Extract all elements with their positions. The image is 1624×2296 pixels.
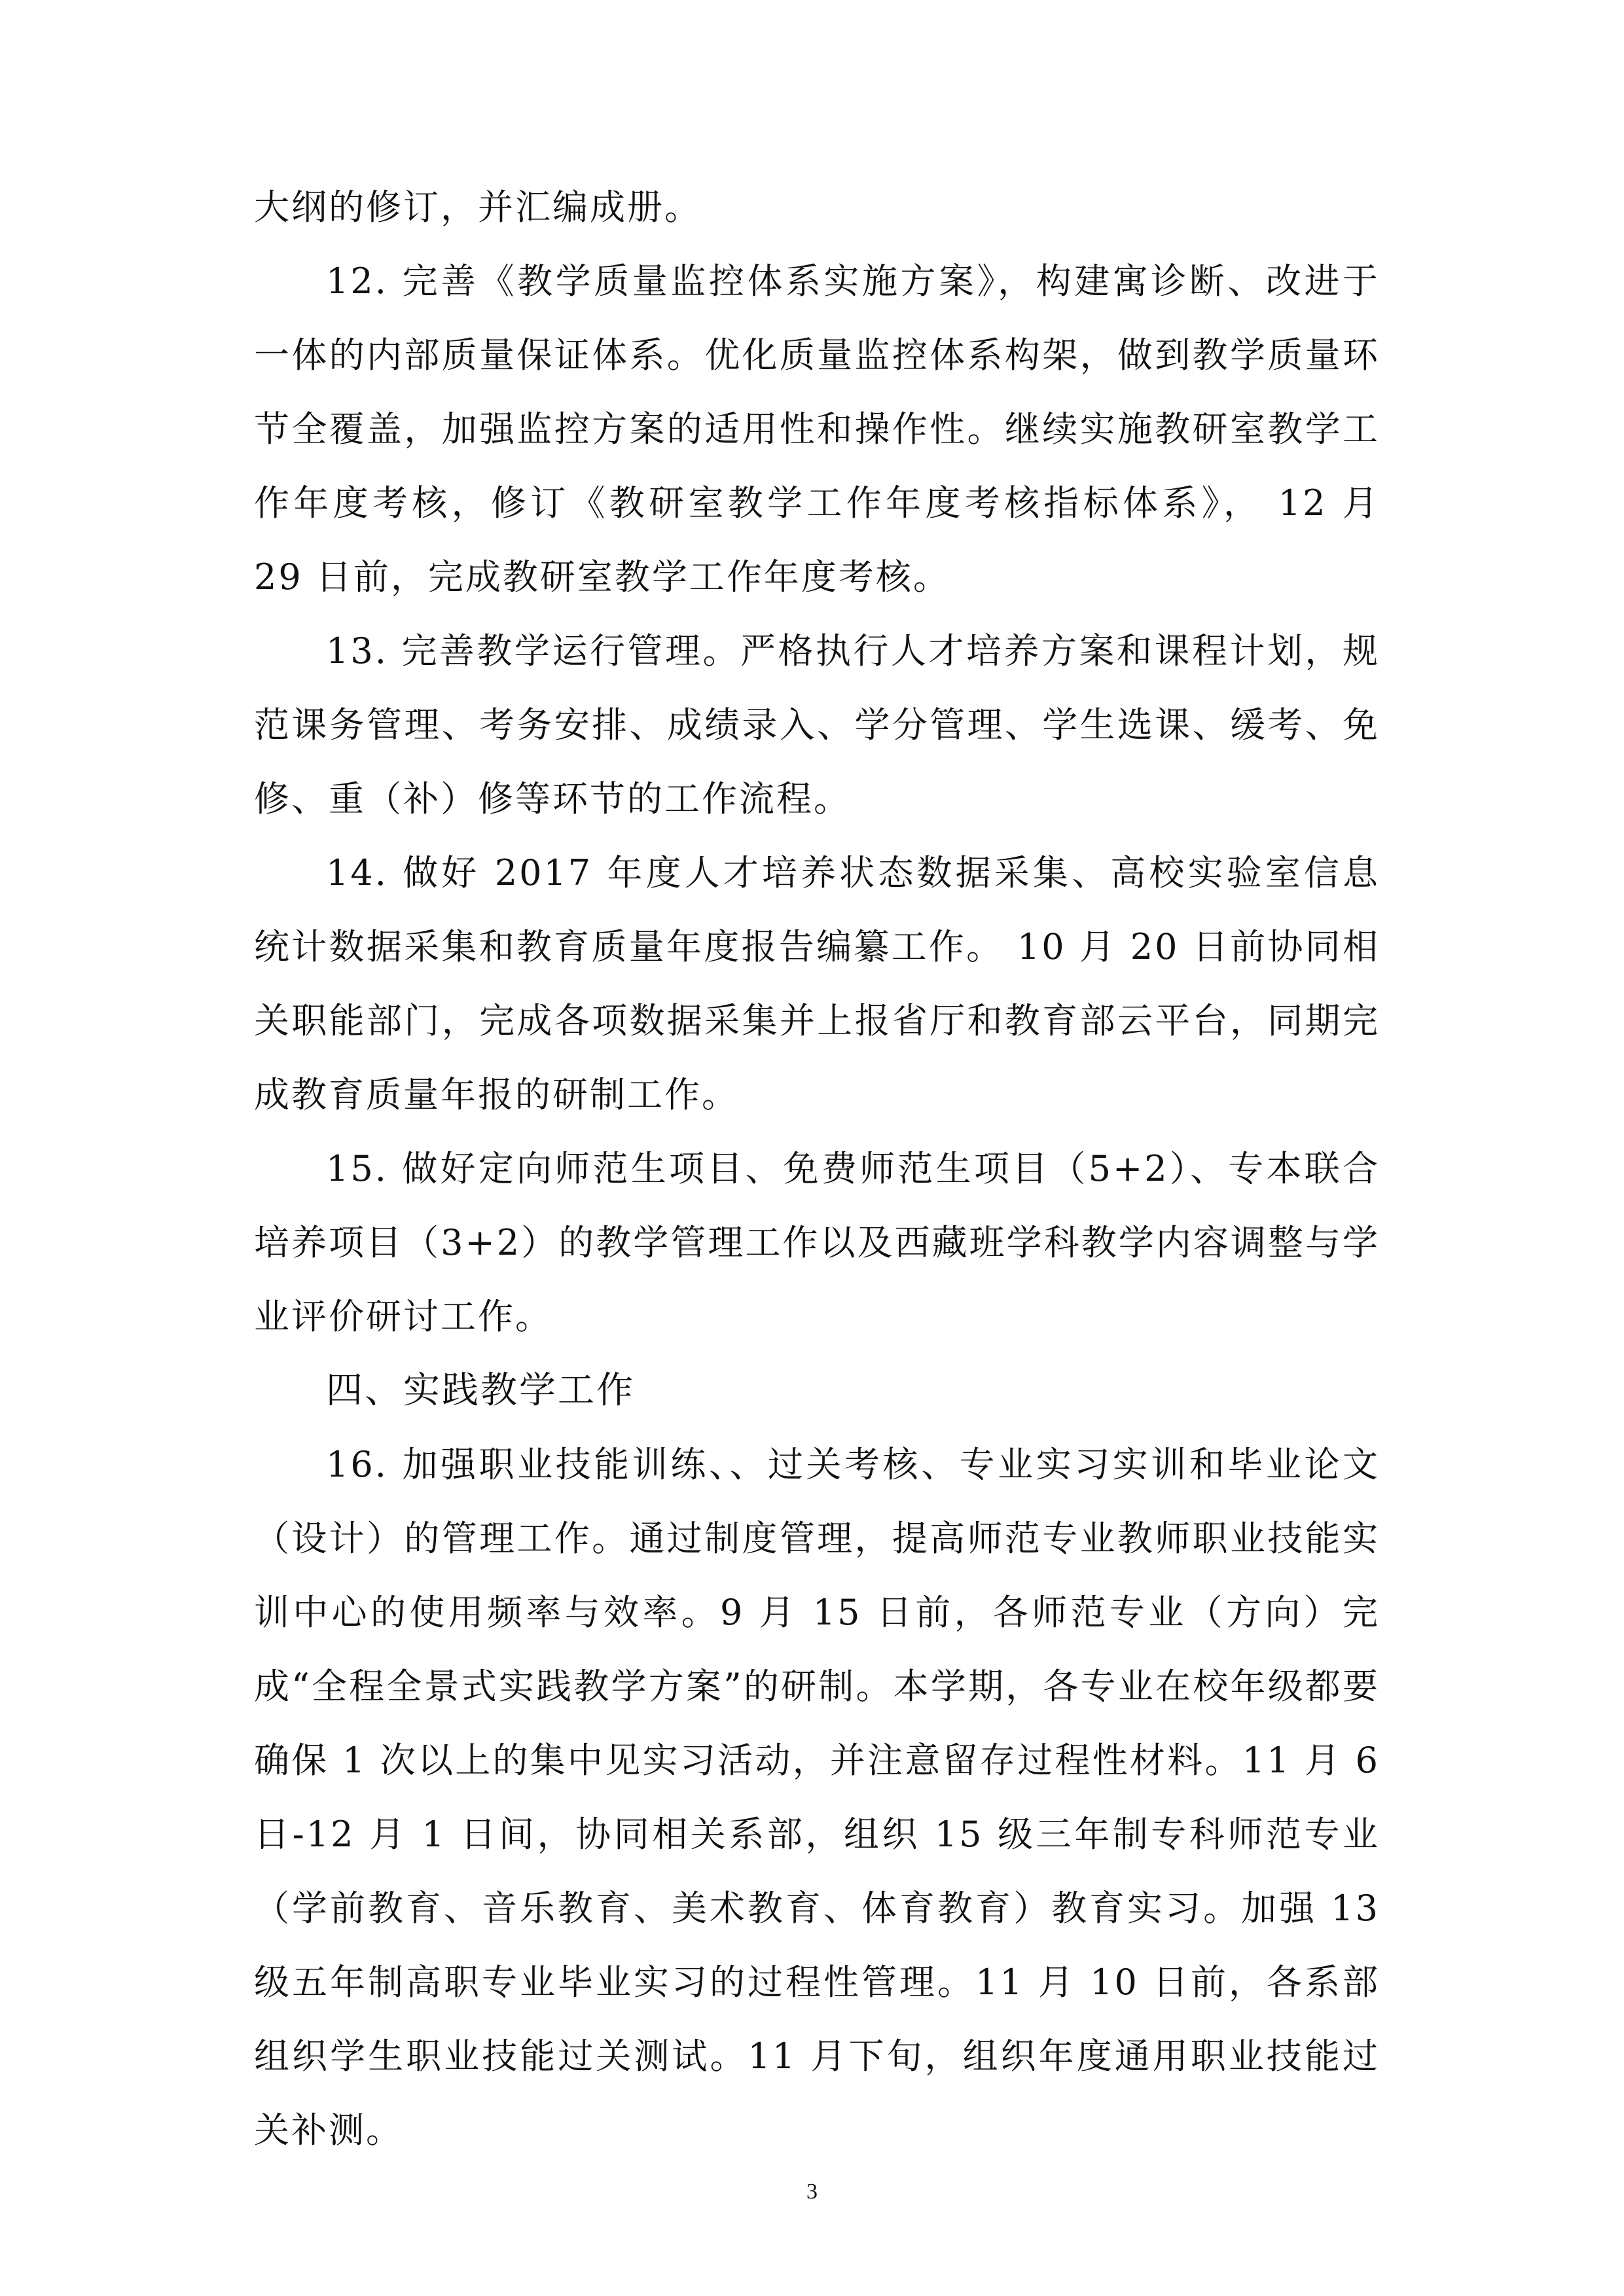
paragraph-item-14: 14. 做好 2017 年度人才培养状态数据采集、高校实验室信息统计数据采集和教育质量年度报告编纂工作。 10 月 20 日前协同相关职能部门，完成各项数据采集并上报省厅和教育部云平台，同期完成教育质量年报的研制工作。 [254, 852, 1380, 1115]
section-heading: 四、实践教学工作 [326, 1369, 635, 1412]
document-body [254, 170, 1380, 2167]
paragraph-item-16: 16. 加强职业技能训练、、过关考核、专业实习实训和毕业论文（设计）的管理工作。通过制度管理，提高师范专业教师职业技能实训中心的使用频率与效率。9 月 15 日前，各师范专业（方向）完成“全程全景式实践教学方案”的研制。本学期，各专业在校年级都要确保 1 次以上的集中见实习活动，并注意留存过程性材料。11 月 6 日-12 月 1 日间，协同相关系部，组织 15 级三年制专科师范专业（学前教育、音乐教育、美术教育、体育教育）教育实习。加强 13 级五年制高职专业毕业实习的过程性管理。11 月 10 日前，各系部组织学生职业技能过关测试。11 月下旬，组织年度通用职业技能过关补测。 [254, 1444, 1380, 2151]
paragraph-continuation: 大纲的修订，并汇编成册。 [254, 187, 702, 228]
paragraph-item-12: 12. 完善《教学质量监控体系实施方案》，构建寓诊断、改进于一体的内部质量保证体系。优化质量监控体系构架，做到教学质量环节全覆盖，加强监控方案的适用性和操作性。继续实施教研室教学工作年度考核，修订《教研室教学工作年度考核指标体系》， 12 月 29 日前，完成教研室教学工作年度考核。 [254, 260, 1380, 598]
paragraph-item-15: 15. 做好定向师范生项目、免费师范生项目（5+2）、专本联合培养项目（3+2）的教学管理工作以及西藏班学科教学内容调整与学业评价研讨工作。 [254, 1148, 1380, 1337]
paragraph-item-13: 13. 完善教学运行管理。严格执行人才培养方案和课程计划，规范课务管理、考务安排、成绩录入、学分管理、学生选课、缓考、免修、重（补）修等环节的工作流程。 [254, 630, 1380, 819]
page-number: 3 [806, 2179, 818, 2204]
